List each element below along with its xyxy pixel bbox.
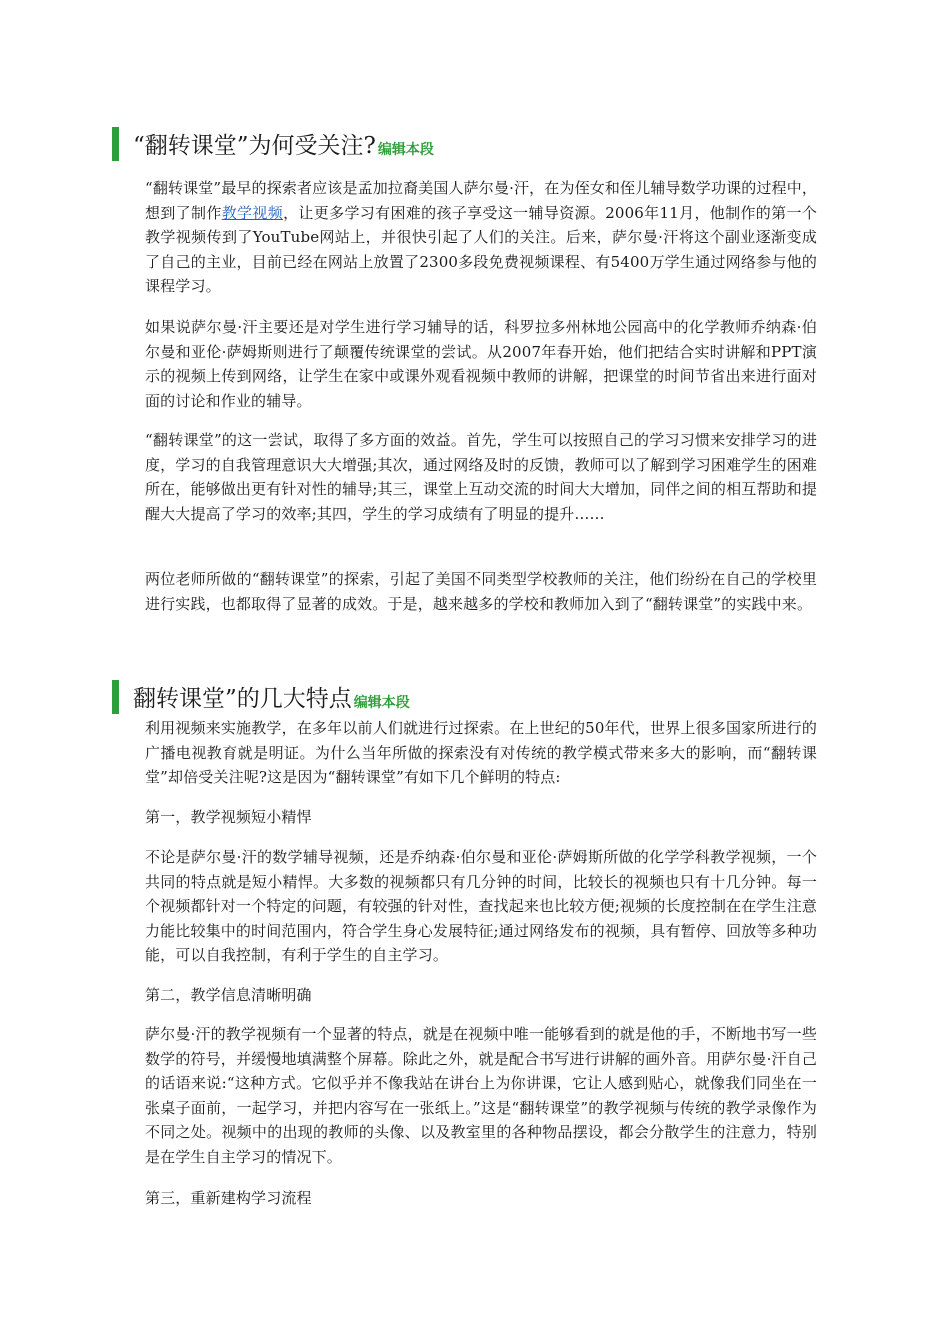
- section-heading-features: [112, 680, 410, 714]
- teaching-video-link[interactable]: 教学视频: [221, 203, 284, 222]
- paragraph-text: “翻转课堂”最早的探索者应该是孟加拉裔美国人萨尔曼·汗，在为侄女和侄儿辅导数学功课的过程中，想到了制作: [145, 179, 818, 222]
- section-title-text: “翻转课堂”为何受关注?: [133, 133, 376, 159]
- paragraph-clear-info: 萨尔曼·汗的教学视频有一个显著的特点，就是在视频中唯一能够看到的就是他的手，不断地书写一些数学的符号，并缓慢地填满整个屏幕。除此之外，就是配合书写进行讲解的画外音。用萨尔曼·汗自己的话语来说:“这种方式。它似乎并不像我站在讲台上为你讲课，它让人感到贴心，就像我们同坐在一张桌子面前，一起学习，并把内容写在一张纸上。”这是“翻转课堂”的教学视频与传统的教学录像作为不同之处。视频中的出现的教师的头像、以及教室里的各种物品摆设，都会分散学生的注意力，特别是在学生自主学习的情况下。: [145, 1025, 817, 1166]
- paragraph-short-videos: 不论是萨尔曼·汗的数学辅导视频，还是乔纳森·伯尔曼和亚伦·萨姆斯所做的化学学科教学视频，一个共同的特点就是短小精悍。大多数的视频都只有几分钟的时间，比较长的视频也只有十几分钟。每一个视频都针对一个特定的问题，有较强的针对性，查找起来也比较方便;视频的长度控制在在学生注意力能比较集中的时间范围内，符合学生身心发展特征;通过网络发布的视频，具有暂停、回放等多种功能，可以自我控制，有利于学生的自主学习。: [145, 848, 817, 965]
- edit-section-link[interactable]: 编辑本段: [353, 695, 410, 711]
- paragraph-spread: 两位老师所做的“翻转课堂”的探索，引起了美国不同类型学校教师的关注，他们纷纷在自己的学校里进行实践，也都取得了显著的成效。于是，越来越多的学校和教师加入到了“翻转课堂”的实践中来。: [145, 570, 817, 613]
- feature-1-heading: 第一，教学视频短小精悍: [145, 808, 312, 826]
- section-title-text: 翻转课堂”的几大特点: [133, 686, 352, 712]
- paragraph-chemistry-teachers: 如果说萨尔曼·汗主要还是对学生进行学习辅导的话，科罗拉多州林地公园高中的化学教师乔纳森·伯尔曼和亚伦·萨姆斯则进行了颠覆传统课堂的尝试。从2007年春开始，他们把结合实时讲解和PPT演示的视频上传到网络，让学生在家中或课外观看视频中教师的讲解，把课堂的时间节省出来进行面对面的讨论和作业的辅导。: [145, 318, 817, 410]
- paragraph-origin: [145, 176, 817, 299]
- feature-2-heading: 第二，教学信息清晰明确: [145, 986, 312, 1004]
- paragraph-video-history: 利用视频来实施教学，在多年以前人们就进行过探索。在上世纪的50年代，世界上很多国家所进行的广播电视教育就是明证。为什么当年所做的探索没有对传统的教学模式带来多大的影响，而“翻转课堂”却倍受关注呢?这是因为“翻转课堂”有如下几个鲜明的特点:: [145, 719, 817, 787]
- paragraph-text: ，让更多学习有困难的孩子享受这一辅导资源。2006年11月，他制作的第一个教学视频传到了YouTube网站上，并很快引起了人们的关注。后来，萨尔曼·汗将这个副业逐渐变成了自己的主业，目前已经在网站上放置了2300多段免费视频课程、有5400万学生通过网络参与他的课程学习。: [145, 203, 817, 296]
- paragraph-benefits: “翻转课堂”的这一尝试，取得了多方面的效益。首先，学生可以按照自己的学习习惯来安排学习的进度，学习的自我管理意识大大增强;其次，通过网络及时的反馈，教师可以了解到学习困难学生的困难所在，能够做出更有针对性的辅导;其三，课堂上互动交流的时间大大增加，同伴之间的相互帮助和提醒大大提高了学习的效率;其四，学生的学习成绩有了明显的提升……: [145, 431, 817, 523]
- section-heading-why-flipped-classroom: [112, 127, 434, 161]
- edit-section-link[interactable]: 编辑本段: [377, 142, 434, 158]
- feature-3-heading: 第三，重新建构学习流程: [145, 1189, 312, 1207]
